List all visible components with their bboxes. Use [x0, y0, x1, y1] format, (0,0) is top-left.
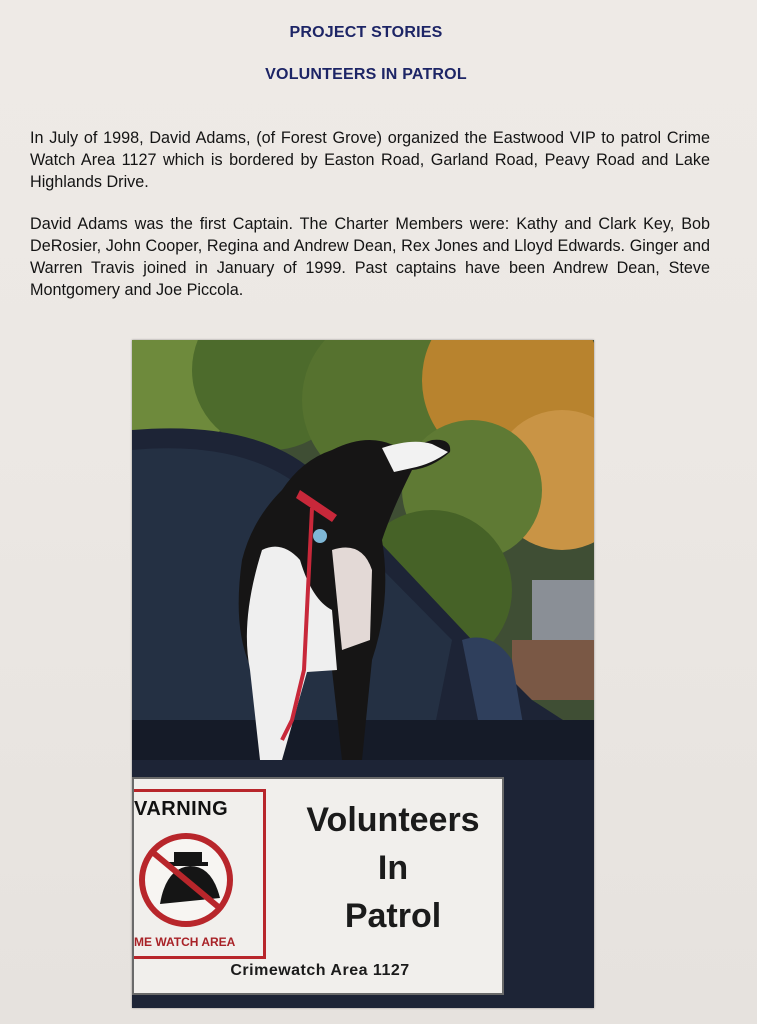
- crime-watch-area-label: ME WATCH AREA: [134, 935, 236, 949]
- warning-box: [134, 789, 266, 959]
- dog-in-truck-photo: [132, 340, 594, 1008]
- paragraph-history: In July of 1998, David Adams, (of Forest Grove) organized the Eastwood VIP to patrol Crime Watch Area 1127 which is bordered by Easton Road, Garland Road, Peavy Road and Lake Highlands Drive.: [30, 129, 710, 191]
- sign-title-line-3: Patrol: [344, 897, 442, 935]
- vip-sign: [132, 777, 504, 995]
- warning-label: VARNING: [134, 798, 229, 820]
- no-burglar-icon: [136, 828, 244, 932]
- page-subheading: VOLUNTEERS IN PATROL: [265, 66, 467, 83]
- page-heading: PROJECT STORIES: [289, 24, 443, 41]
- sign-footer: Crimewatch Area 1127: [230, 962, 410, 979]
- sign-title-line-2: In: [377, 849, 409, 887]
- paragraph-members: David Adams was the first Captain. The Charter Members were: Kathy and Clark Key, Bob DeRosier, John Cooper, Regina and Andrew Dean, Rex Jones and Lloyd Edwards. Ginger and Warren Travis joined in January of 1999. Past captains have been Andrew Dean, Steve Montgomery and Joe Piccola.: [30, 215, 710, 299]
- sign-title-line-1: Volunteers: [306, 801, 480, 839]
